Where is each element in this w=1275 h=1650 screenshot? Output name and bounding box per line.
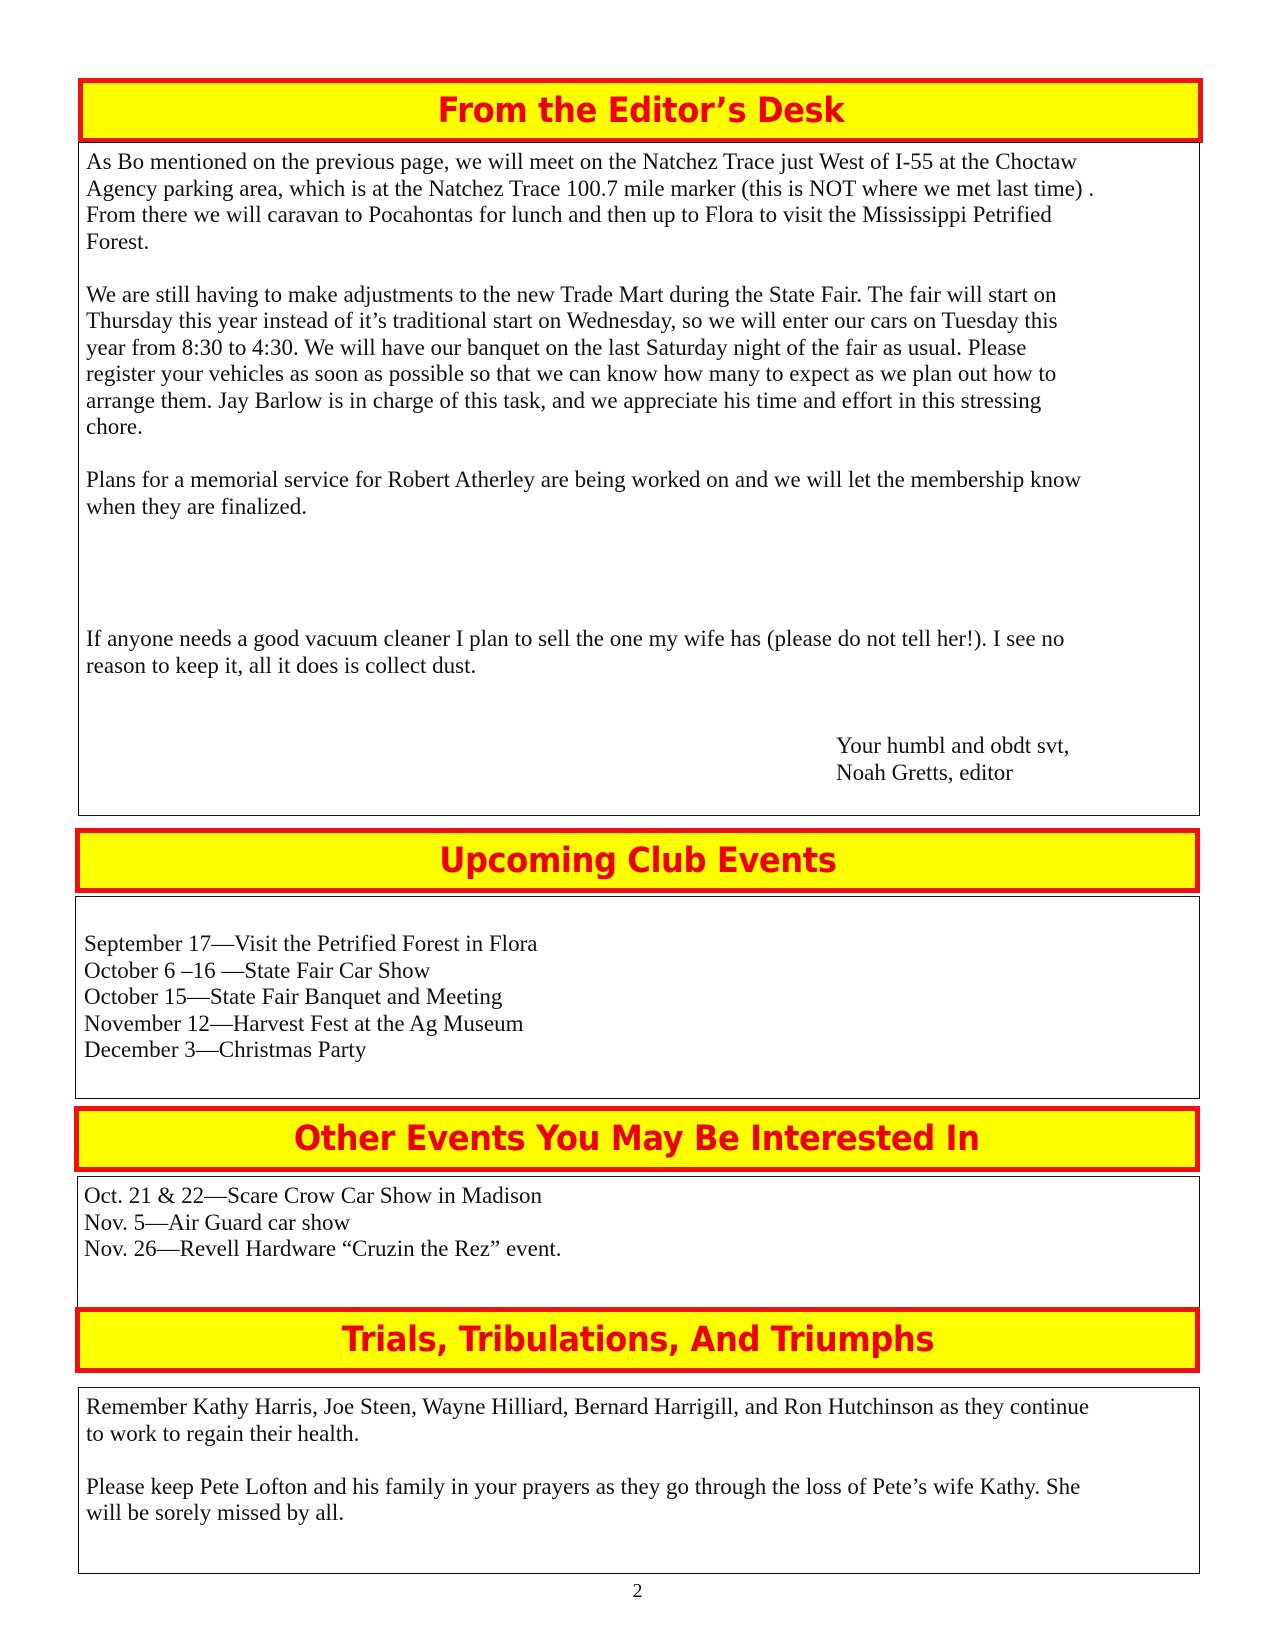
section-title: Upcoming Club Events (438, 840, 837, 881)
section-header-upcoming-club-events (75, 828, 1200, 893)
text-line: Thursday this year instead of it’s traditional start on Wednesday, so we will enter our cars on Tuesday this (86, 308, 1058, 333)
editor-paragraph (86, 149, 1191, 255)
event-item: December 3—Christmas Party (84, 1037, 367, 1062)
upcoming-events-text-box (75, 896, 1200, 1099)
text-line: to work to regain their health. (86, 1420, 360, 1446)
editor-paragraph (86, 282, 1191, 441)
editor-paragraph (86, 467, 1191, 520)
event-item: September 17—Visit the Petrified Forest in Flora (84, 931, 538, 956)
text-line: As Bo mentioned on the previous page, we will meet on the Natchez Trace just West of I-55 at the Choctaw (86, 149, 1077, 174)
section-header-trials-tribulations-triumphs (75, 1307, 1200, 1373)
text-line: Remember Kathy Harris, Joe Steen, Wayne Hilliard, Bernard Harrigill, and Ron Hutchinson as they continue (86, 1394, 1090, 1419)
text-line: chore. (86, 414, 143, 439)
event-item: Nov. 5—Air Guard car show (84, 1209, 351, 1235)
section-header-other-events (74, 1106, 1200, 1172)
section-title: Trials, Tribulations, And Triumphs (341, 1320, 934, 1360)
trials-paragraph (86, 1394, 1191, 1447)
text-line: year from 8:30 to 4:30. We will have our banquet on the last Saturday night of the fair as usual. Please (86, 334, 1027, 360)
text-line: If anyone needs a good vacuum cleaner I plan to sell the one my wife has (please do not tell her!). I see no (86, 626, 1065, 651)
event-item: October 15—State Fair Banquet and Meeting (84, 984, 503, 1009)
page-number: 2 (632, 1580, 643, 1602)
text-line: will be sorely missed by all. (86, 1500, 345, 1525)
text-line: Plans for a memorial service for Robert Atherley are being worked on and we will let the membership know (86, 467, 1082, 492)
text-line: We are still having to make adjustments to the new Trade Mart during the State Fair. The fair will start on (86, 281, 1057, 307)
event-item: Nov. 26—Revell Hardware “Cruzin the Rez” event. (84, 1236, 562, 1261)
text-line: register your vehicles as soon as possible so that we can know how many to expect as we plan out how to (86, 361, 1057, 386)
trials-text-box (78, 1387, 1200, 1574)
section-title: From the Editor’s Desk (437, 90, 844, 131)
text-line: From there we will caravan to Pocahontas for lunch and then up to Flora to visit the Mississippi Petrified (86, 202, 1052, 227)
signature-name: Noah Gretts, editor (836, 759, 1013, 785)
signature-closing: Your humbl and obdt svt, (836, 733, 1070, 758)
editor-paragraph (86, 626, 1191, 679)
text-line: Please keep Pete Lofton and his family in your prayers as they go through the loss of Pete’s wife Kathy. She (86, 1473, 1081, 1499)
editors-desk-text-box (78, 142, 1200, 816)
text-line: arrange them. Jay Barlow is in charge of this task, and we appreciate his time and effort in this stressing (86, 387, 1042, 413)
text-line: reason to keep it, all it does is collect dust. (86, 652, 477, 678)
section-title: Other Events You May Be Interested In (294, 1119, 980, 1159)
event-item: November 12—Harvest Fest at the Ag Museum (84, 1010, 524, 1036)
other-events-text-box (77, 1176, 1200, 1310)
text-line: Agency parking area, which is at the Natchez Trace 100.7 mile marker (this is NOT where we met last time) . (86, 175, 1095, 201)
text-line: Forest. (86, 228, 150, 254)
text-line: when they are finalized. (86, 493, 307, 519)
editor-signature (836, 733, 1069, 786)
event-item: Oct. 21 & 22—Scare Crow Car Show in Madison (84, 1183, 543, 1208)
trials-paragraph (86, 1474, 1191, 1527)
section-header-editors-desk (78, 78, 1203, 143)
event-item: October 6 –16 —State Fair Car Show (84, 957, 431, 983)
